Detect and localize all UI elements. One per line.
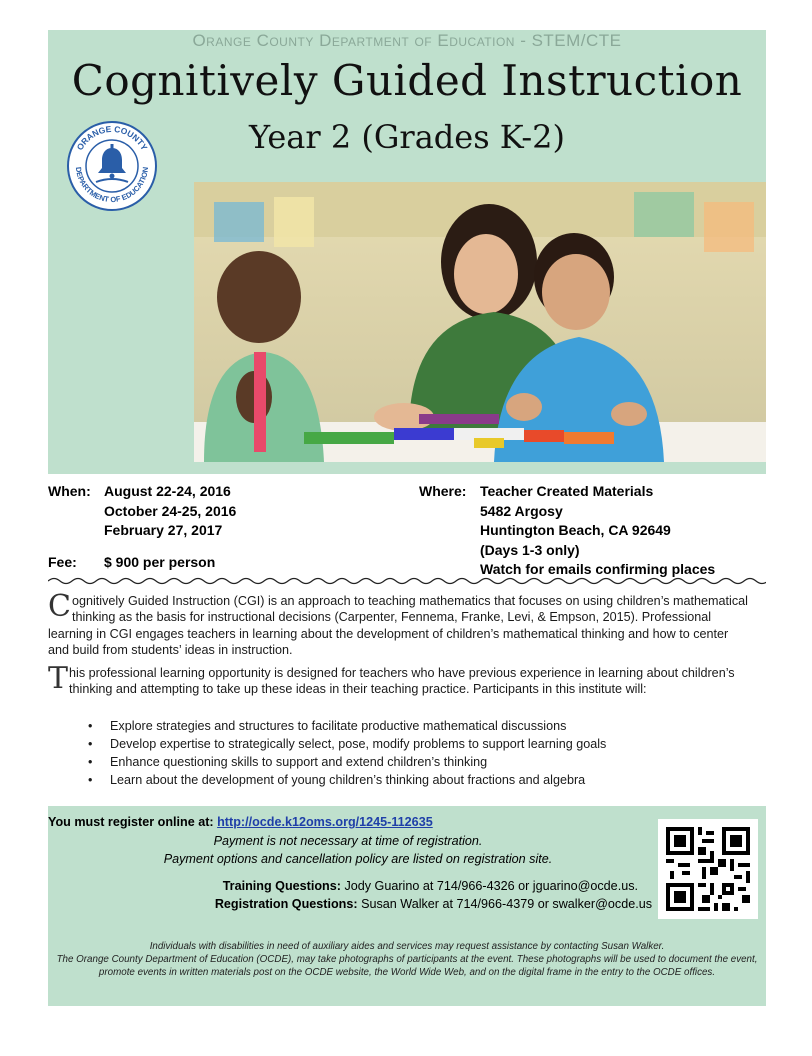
drop-cap: C xyxy=(48,589,71,624)
where-line: (Days 1-3 only) xyxy=(480,541,580,558)
where-line: 5482 Argosy xyxy=(480,502,563,519)
seal-bottom-text: DEPARTMENT OF EDUCATION xyxy=(73,166,151,205)
where-label: Where: xyxy=(419,483,467,499)
opportunity-text: his professional learning opportunity is designed for teachers who have previous experience in learning about children’s thinking and attempting to take up these ideas in their teaching practice. Participants in this institute will: xyxy=(69,666,735,697)
register-line xyxy=(48,815,433,829)
drop-cap: T xyxy=(48,661,69,696)
fee-value: $ 900 per person xyxy=(104,554,216,570)
training-questions xyxy=(48,877,638,895)
list-item: • Explore strategies and structures to facilitate productive mathematical discussions xyxy=(88,717,758,735)
dates-list xyxy=(104,482,236,541)
list-item: • Develop expertise to strategically select, pose, modify problems to support learning goals xyxy=(88,735,758,753)
list-item: • Learn about the development of young children’s thinking about fractions and algebra xyxy=(88,771,758,789)
qr-code-icon[interactable] xyxy=(658,819,758,919)
date-item: October 24-25, 2016 xyxy=(104,502,237,519)
training-contact: Jody Guarino at 714/966-4326 or jguarino@ocde.us. xyxy=(344,879,638,893)
registration-link[interactable]: http://ocde.k12oms.org/1245-112635 xyxy=(217,815,433,829)
payment-note: Payment is not necessary at time of registration. xyxy=(213,834,483,848)
ocde-seal-logo xyxy=(66,120,158,212)
intro-paragraph xyxy=(48,589,748,659)
when-label: When: xyxy=(48,483,91,499)
fee-label: Fee: xyxy=(48,554,77,570)
registration-contact: Susan Walker at 714/966-4379 or swalker@ocde.us xyxy=(361,897,652,911)
wavy-divider xyxy=(48,576,766,586)
footer-disclaimer xyxy=(48,940,766,979)
where-list xyxy=(480,482,715,580)
where-line: Huntington Beach, CA 92649 xyxy=(480,522,671,538)
photo-release-note: The Orange County Department of Education (OCDE), may take photographs of participants at the event. These photographs will be used to document the event, promote events in written materials post on the OCDE website, the World Wide Web, and on the digital frame in the entry to the OCDE offices. xyxy=(56,954,758,978)
goals-list xyxy=(88,717,758,789)
when-block xyxy=(48,482,102,502)
opportunity-paragraph xyxy=(48,661,748,698)
where-line: Teacher Created Materials xyxy=(480,483,654,499)
date-item: February 27, 2017 xyxy=(104,522,223,538)
page-subtitle: Year 2 (Grades K-2) xyxy=(248,118,566,156)
register-prompt: You must register online at: xyxy=(48,815,214,829)
seal-top-text: ORANGE COUNTY xyxy=(74,123,150,152)
page-title: Cognitively Guided Instruction xyxy=(71,56,743,105)
classroom-photo xyxy=(194,182,766,462)
intro-text: ognitively Guided Instruction (CGI) is an approach to teaching mathematics that focuses on using children’s mathematical thinking as the basis for instructional decisions (Carpenter, Fennema, Franke, Levi, & Empson, 2015). Professional learning in CGI engages teachers in learning about the development of children’s mathematical thinking and how to center and build from students’ ideas in instruction. xyxy=(48,594,748,658)
date-item: August 22-24, 2016 xyxy=(104,483,231,499)
registration-questions xyxy=(48,895,652,913)
where-line: Watch for emails confirming places xyxy=(480,561,716,577)
payment-options-note: Payment options and cancellation policy are listed on registration site. xyxy=(163,852,553,866)
registration-label: Registration Questions: xyxy=(214,897,358,911)
training-label: Training Questions: xyxy=(222,879,341,893)
accessibility-note: Individuals with disabilities in need of auxiliary aides and services may request assistance by contacting Susan Walker. xyxy=(149,941,665,952)
list-item: • Enhance questioning skills to support and extend children’s thinking xyxy=(88,753,758,771)
org-line: Orange County Department of Education - STEM/CTE xyxy=(192,31,622,50)
